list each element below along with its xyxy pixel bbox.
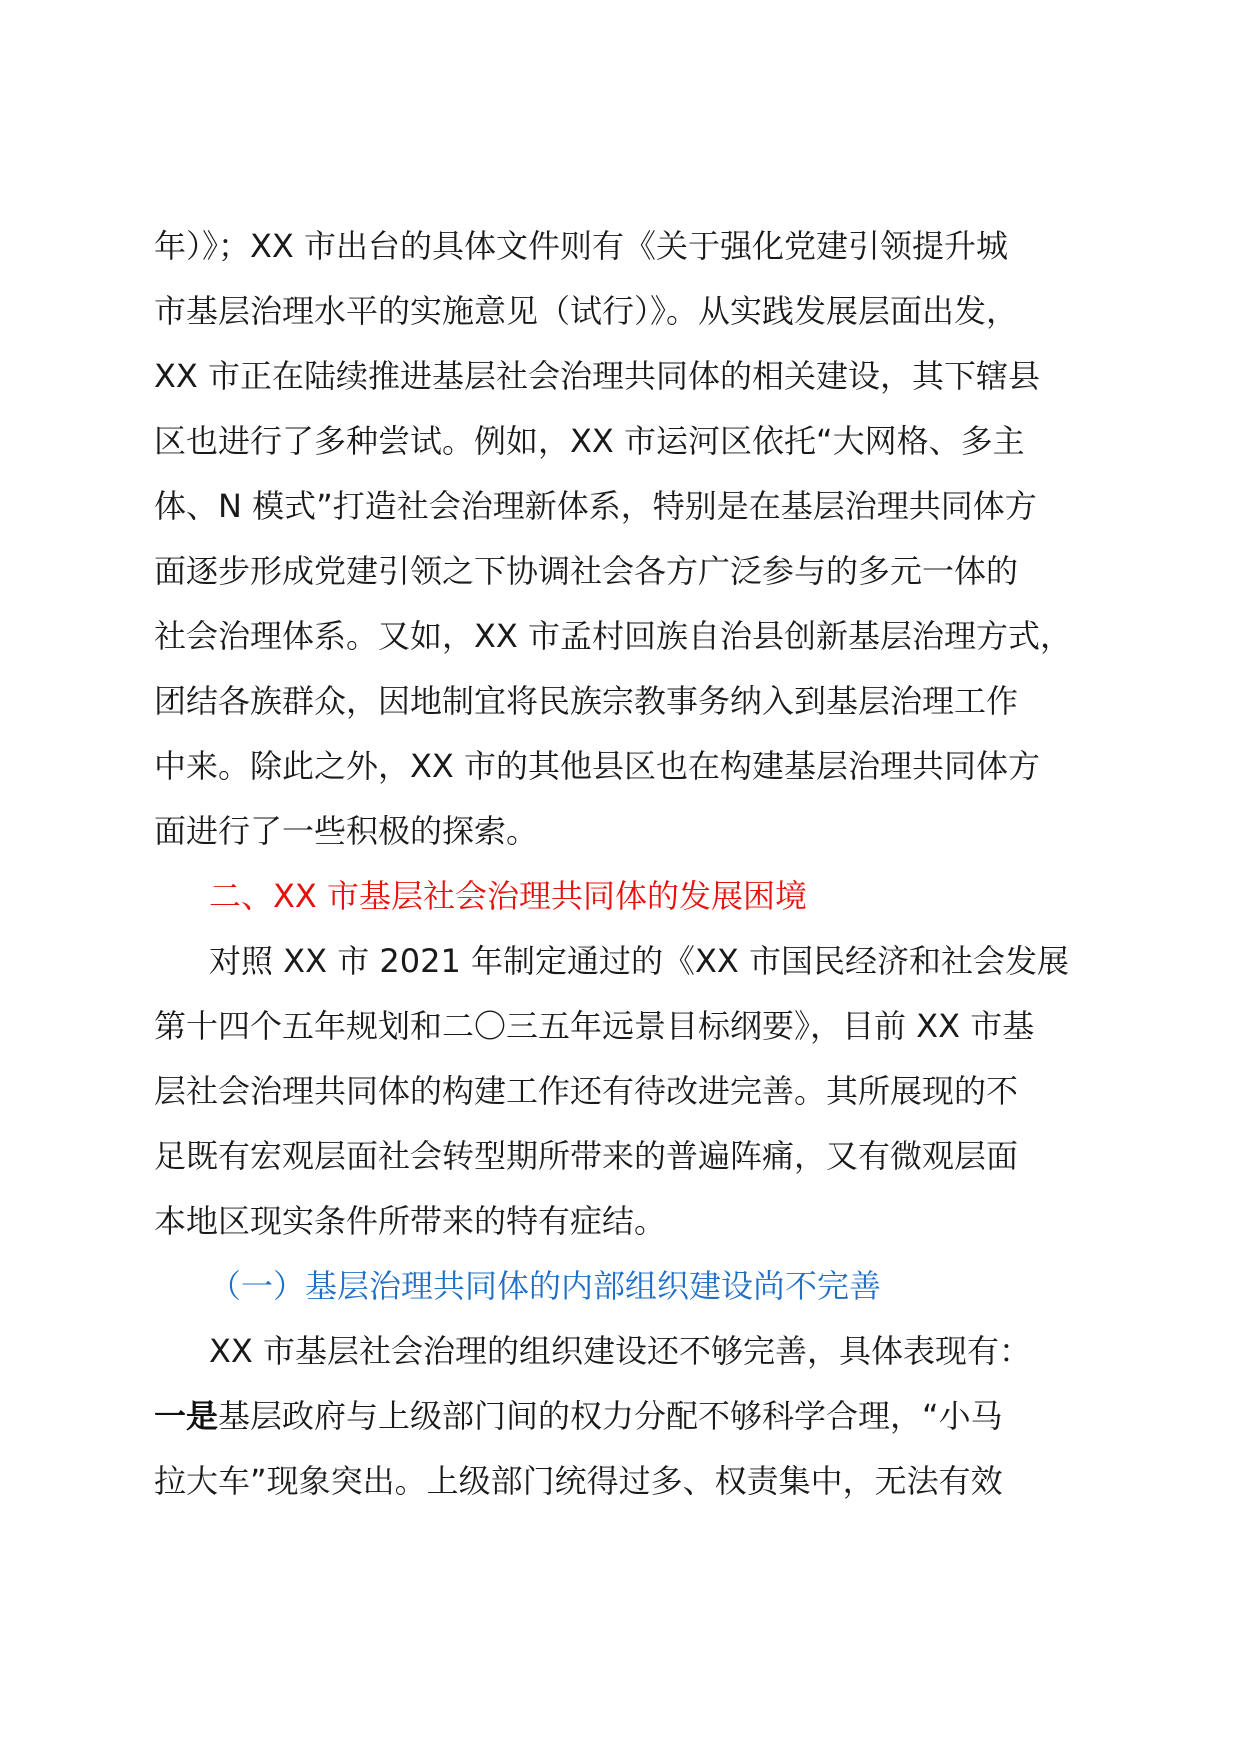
body-line bbox=[154, 1384, 1104, 1449]
body-line: 层社会治理共同体的构建工作还有待改进完善。其所展现的不 bbox=[154, 1072, 1019, 1110]
body-line: 拉大车”现象突出。上级部门统得过多、权责集中，无法有效 bbox=[154, 1462, 1003, 1500]
body-line: 对照 XX 市 2021 年制定通过的《XX 市国民经济和社会发展 bbox=[209, 942, 1069, 980]
emphasis-text: 一是 bbox=[154, 1397, 219, 1435]
body-line: 体、N 模式”打造社会治理新体系，特别是在基层治理共同体方 bbox=[154, 487, 1037, 525]
subsection-heading: （一）基层治理共同体的内部组织建设尚不完善 bbox=[209, 1267, 882, 1305]
body-line: 团结各族群众，因地制宜将民族宗教事务纳入到基层治理工作 bbox=[154, 682, 1019, 720]
body-line: 市基层治理水平的实施意见（试行）》。从实践发展层面出发， bbox=[154, 292, 1019, 330]
body-line: 本地区现实条件所带来的特有症结。 bbox=[154, 1202, 667, 1240]
body-line: 第十四个五年规划和二〇三五年远景目标纲要》，目前 XX 市基 bbox=[154, 1007, 1035, 1045]
body-line: XX 市基层社会治理的组织建设还不够完善，具体表现有： bbox=[209, 1332, 1032, 1370]
body-line: 面进行了一些积极的探索。 bbox=[154, 812, 539, 850]
body-line: 中来。除此之外，XX 市的其他县区也在构建基层治理共同体方 bbox=[154, 747, 1041, 785]
body-line: XX 市正在陆续推进基层社会治理共同体的相关建设，其下辖县 bbox=[154, 357, 1041, 395]
body-line: 足既有宏观层面社会转型期所带来的普遍阵痛，又有微观层面 bbox=[154, 1137, 1019, 1175]
document-page bbox=[154, 214, 1104, 1514]
body-line: 社会治理体系。又如，XX 市孟村回族自治县创新基层治理方式， bbox=[154, 617, 1073, 655]
body-text: 基层政府与上级部门间的权力分配不够科学合理，“小马 bbox=[218, 1397, 1003, 1435]
section-heading: 二、XX 市基层社会治理共同体的发展困境 bbox=[209, 877, 808, 915]
body-line: 面逐步形成党建引领之下协调社会各方广泛参与的多元一体的 bbox=[154, 552, 1019, 590]
body-line: 年）》；XX 市出台的具体文件则有《关于强化党建引领提升城 bbox=[154, 227, 1009, 265]
body-line: 区也进行了多种尝试。例如，XX 市运河区依托“大网格、多主 bbox=[154, 422, 1025, 460]
